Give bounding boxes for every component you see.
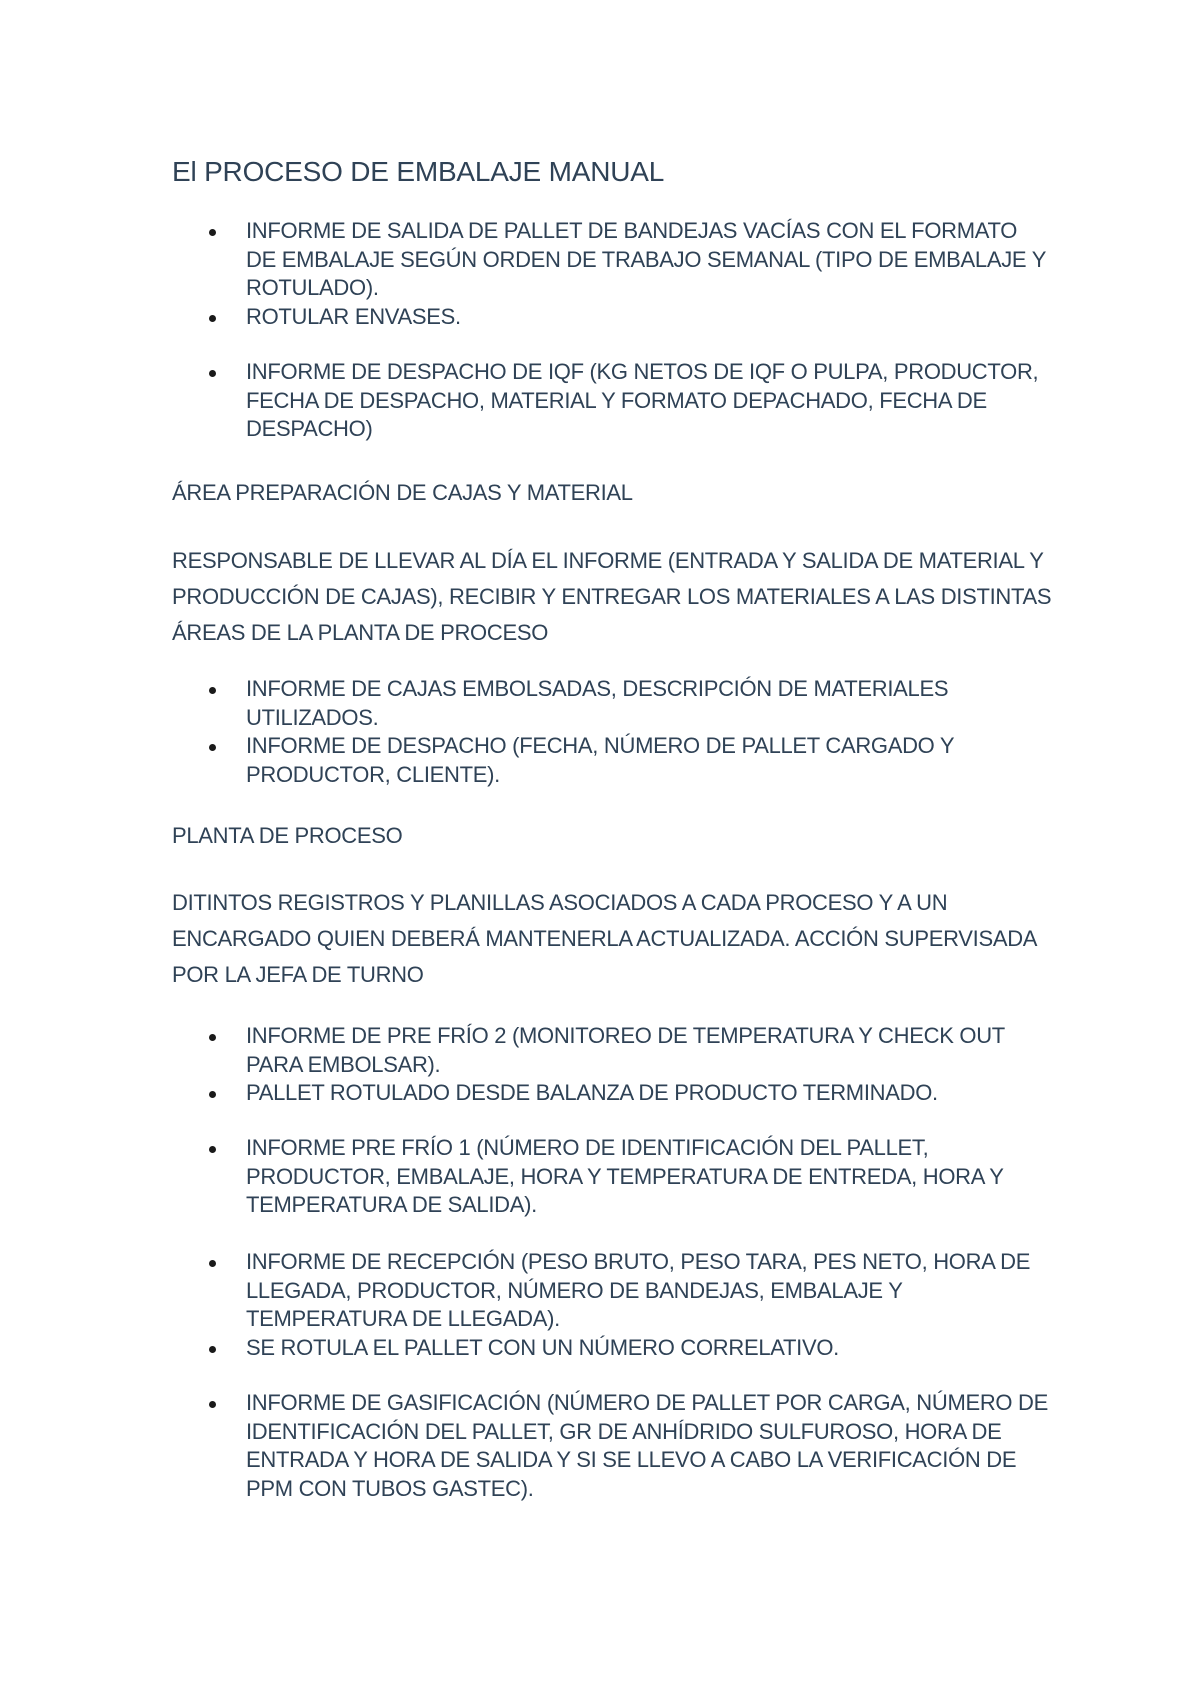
bullet-icon bbox=[209, 1146, 216, 1153]
bullet-icon bbox=[209, 687, 216, 694]
list-item bbox=[172, 1389, 1052, 1503]
list3d-block bbox=[172, 1389, 1052, 1503]
bullet-list-3b bbox=[172, 1134, 1052, 1220]
section-heading-area-preparacion: ÁREA PREPARACIÓN DE CAJAS Y MATERIAL bbox=[172, 480, 633, 505]
list-item bbox=[172, 675, 1052, 732]
section1-paragraph-block bbox=[172, 543, 1052, 651]
bullet-icon bbox=[209, 1346, 216, 1353]
list-item-text: ROTULAR ENVASES. bbox=[246, 303, 461, 329]
list3a-block bbox=[172, 1022, 1052, 1108]
list-item-text: SE ROTULA EL PALLET CON UN NÚMERO CORRELATIVO. bbox=[246, 1334, 839, 1360]
list-item-text: INFORME PRE FRÍO 1 (NÚMERO DE IDENTIFICACIÓN DEL PALLET, PRODUCTOR, EMBALAJE, HORA Y TEMPERATURA DE ENTREDA, HORA Y TEMPERATURA DE SALIDA). bbox=[246, 1135, 1004, 1217]
bullet-list-3a bbox=[172, 1022, 1052, 1108]
bullet-icon bbox=[209, 1091, 216, 1098]
section-paragraph-area-preparacion: RESPONSABLE DE LLEVAR AL DÍA EL INFORME (ENTRADA Y SALIDA DE MATERIAL Y PRODUCCIÓN DE CAJAS), RECIBIR Y ENTREGAR LOS MATERIALES A LAS DISTINTAS ÁREAS DE LA PLANTA DE PROCESO bbox=[172, 548, 1052, 645]
list3c-block bbox=[172, 1248, 1052, 1362]
bullet-list-3c bbox=[172, 1248, 1052, 1362]
list1b-block bbox=[172, 358, 1052, 444]
list-item bbox=[172, 1022, 1052, 1079]
section-heading-planta-proceso: PLANTA DE PROCESO bbox=[172, 823, 403, 848]
list-item bbox=[172, 303, 1052, 332]
bullet-icon bbox=[209, 315, 216, 322]
list1-block bbox=[172, 217, 1052, 331]
bullet-icon bbox=[209, 1401, 216, 1408]
list-item bbox=[172, 358, 1052, 444]
list-item bbox=[172, 1079, 1052, 1108]
section1-heading-block bbox=[172, 475, 1052, 511]
section2-heading-block bbox=[172, 818, 1052, 854]
list-item-text: INFORME DE GASIFICACIÓN (NÚMERO DE PALLET POR CARGA, NÚMERO DE IDENTIFICACIÓN DEL PALLET, GR DE ANHÍDRIDO SULFUROSO, HORA DE ENTRADA Y HORA DE SALIDA Y SI SE LLEVO A CABO LA VERIFICACIÓN DE PPM CON TUBOS GASTEC). bbox=[246, 1390, 1049, 1501]
bullet-icon bbox=[209, 1260, 216, 1267]
section-paragraph-planta-proceso: DITINTOS REGISTROS Y PLANILLAS ASOCIADOS A CADA PROCESO Y A UN ENCARGADO QUIEN DEBERÁ MANTENERLA ACTUALIZADA. ACCIÓN SUPERVISADA POR LA JEFA DE TURNO bbox=[172, 890, 1036, 987]
list-item-text: INFORME DE SALIDA DE PALLET DE BANDEJAS VACÍAS CON EL FORMATO DE EMBALAJE SEGÚN ORDEN DE TRABAJO SEMANAL (TIPO DE EMBALAJE Y ROTULADO). bbox=[246, 218, 1046, 300]
bullet-icon bbox=[209, 229, 216, 236]
bullet-list-3d bbox=[172, 1389, 1052, 1503]
list-item bbox=[172, 1248, 1052, 1334]
bullet-list-1b bbox=[172, 358, 1052, 444]
list-item bbox=[172, 732, 1052, 789]
list-item-text: INFORME DE DESPACHO (FECHA, NÚMERO DE PALLET CARGADO Y PRODUCTOR, CLIENTE). bbox=[246, 733, 954, 787]
list3b-block bbox=[172, 1134, 1052, 1220]
list-item-text: PALLET ROTULADO DESDE BALANZA DE PRODUCTO TERMINADO. bbox=[246, 1080, 938, 1105]
list-item-text: INFORME DE PRE FRÍO 2 (MONITOREO DE TEMPERATURA Y CHECK OUT PARA EMBOLSAR). bbox=[246, 1023, 1005, 1077]
list-item-text: INFORME DE DESPACHO DE IQF (KG NETOS DE IQF O PULPA, PRODUCTOR, FECHA DE DESPACHO, MATERIAL Y FORMATO DEPACHADO, FECHA DE DESPACHO) bbox=[246, 359, 1039, 441]
bullet-list-1 bbox=[172, 217, 1052, 331]
section2-paragraph-block bbox=[172, 885, 1052, 993]
list-item bbox=[172, 217, 1052, 303]
bullet-icon bbox=[209, 370, 216, 377]
bullet-icon bbox=[209, 744, 216, 751]
bullet-icon bbox=[209, 1034, 216, 1041]
title-block bbox=[172, 155, 1052, 189]
list-item-text: INFORME DE CAJAS EMBOLSADAS, DESCRIPCIÓN DE MATERIALES UTILIZADOS. bbox=[246, 676, 949, 730]
list2-block bbox=[172, 675, 1052, 789]
list-item-text: INFORME DE RECEPCIÓN (PESO BRUTO, PESO TARA, PES NETO, HORA DE LLEGADA, PRODUCTOR, NÚMERO DE BANDEJAS, EMBALAJE Y TEMPERATURA DE LLEGADA). bbox=[246, 1249, 1031, 1331]
list-item bbox=[172, 1334, 1052, 1363]
list-item bbox=[172, 1134, 1052, 1220]
bullet-list-2 bbox=[172, 675, 1052, 789]
document-title: El PROCESO DE EMBALAJE MANUAL bbox=[172, 156, 665, 187]
